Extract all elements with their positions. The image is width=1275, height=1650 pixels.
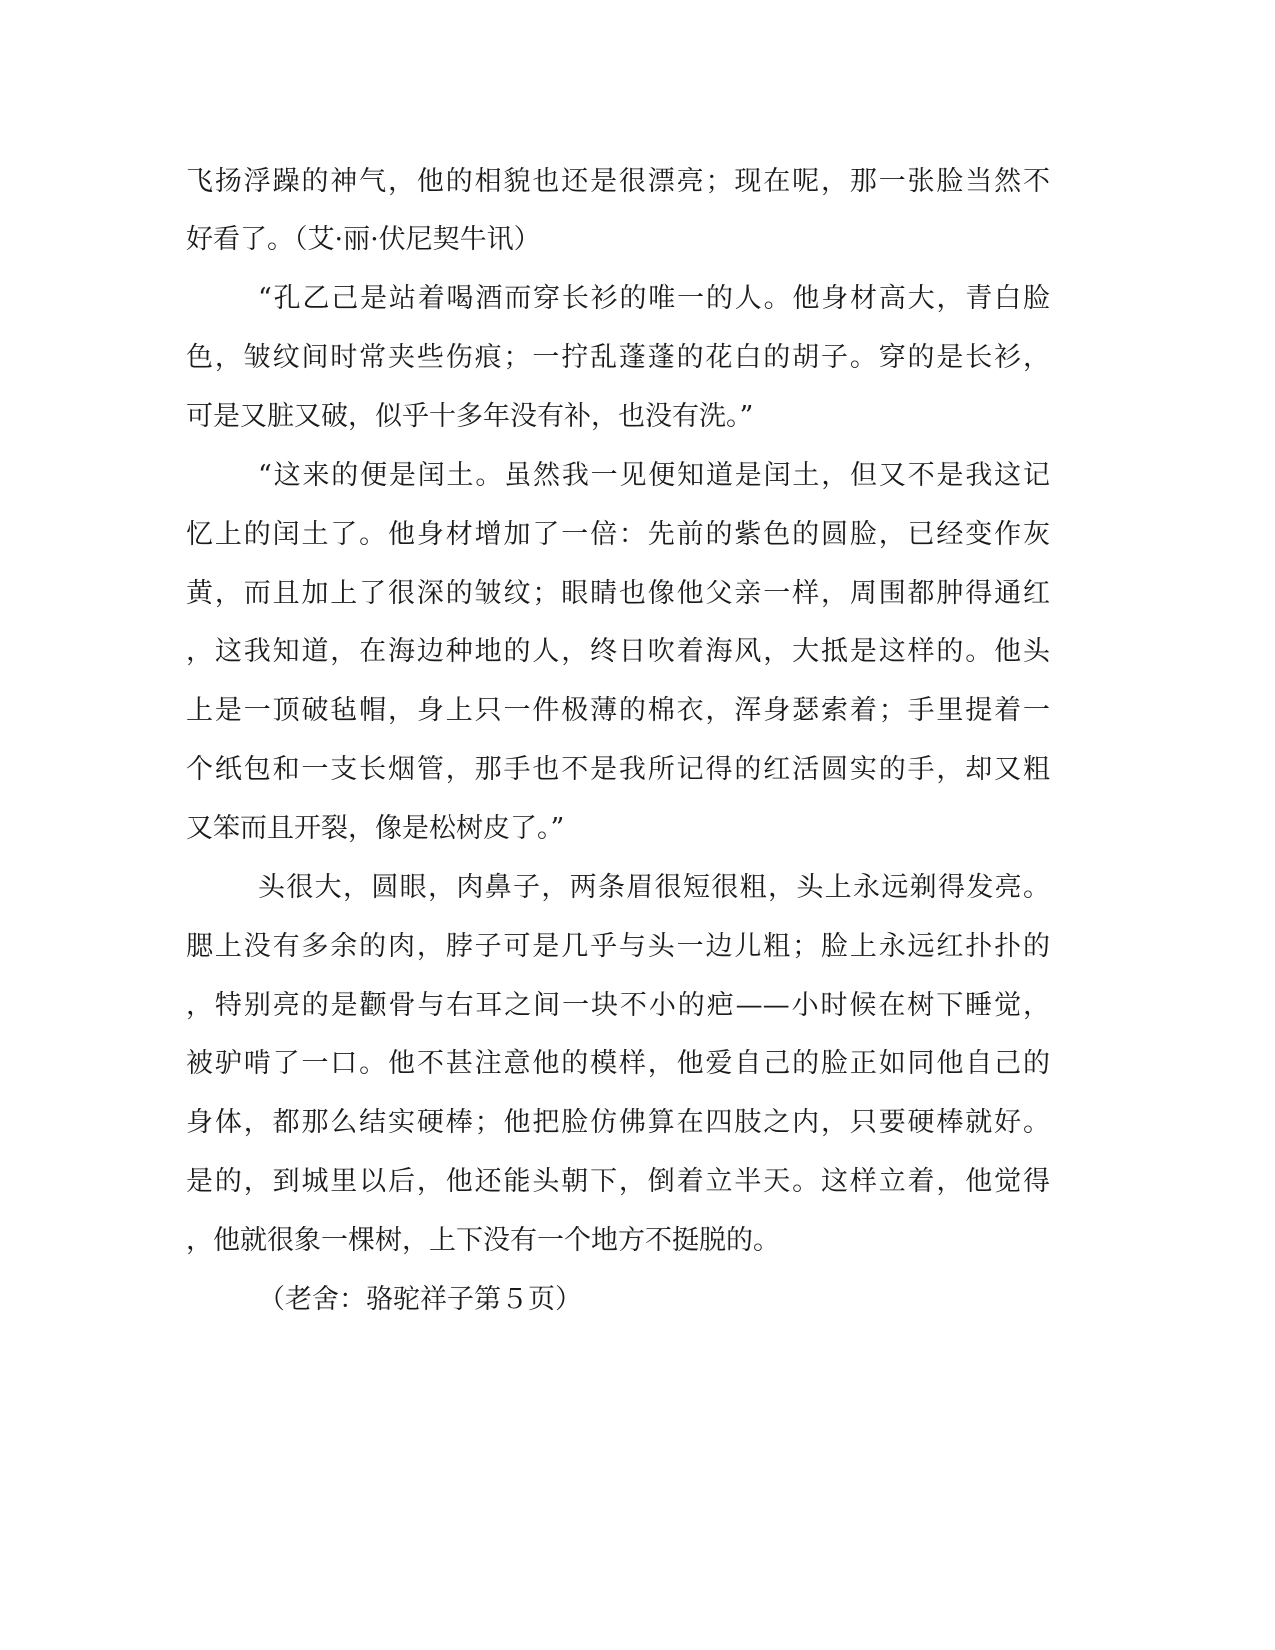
paragraph-3-line-2: 忆上的闰土了。他身材增加了一倍：先前的紫色的圆脸，已经变作灰 (186, 519, 1050, 550)
paragraph-2-line-2: 色，皱纹间时常夹些伤痕；一拧乱蓬蓬的花白的胡子。穿的是长衫， (186, 342, 1050, 373)
paragraph-3-line-5: 上是一顶破毡帽，身上只一件极薄的棉衣，浑身瑟索着；手里提着一 (186, 695, 1050, 726)
paragraph-3-line-7: 又笨而且开裂，像是松树皮了。” (186, 813, 565, 844)
paragraph-2-line-3: 可是又脏又破，似乎十多年没有补，也没有洗。” (186, 401, 754, 432)
paragraph-3-line-1: “这来的便是闰土。虽然我一见便知道是闰土，但又不是我这记 (258, 460, 1050, 491)
paragraph-4-line-1: 头很大，圆眼，肉鼻子，两条眉很短很粗，头上永远剃得发亮。 (258, 872, 1050, 903)
paragraph-4-line-2: 腮上没有多余的肉，脖子可是几乎与头一边儿粗；脸上永远红扑扑的 (186, 931, 1050, 962)
paragraph-4-line-4: 被驴啃了一口。他不甚注意他的模样，他爱自己的脸正如同他自己的 (186, 1048, 1050, 1079)
paragraph-3-line-6: 个纸包和一支长烟管，那手也不是我所记得的红活圆实的手，却又粗 (186, 754, 1050, 785)
paragraph-3-line-4: ，这我知道，在海边种地的人，终日吹着海风，大抵是这样的。他头 (186, 636, 1050, 667)
paragraph-3-line-3: 黄，而且加上了很深的皱纹；眼睛也像他父亲一样，周围都肿得通红 (186, 578, 1050, 609)
paragraph-4-line-3: ，特别亮的是颧骨与右耳之间一块不小的疤——小时候在树下睡觉， (186, 990, 1050, 1021)
paragraph-4-line-5: 身体，都那么结实硬棒；他把脸仿佛算在四肢之内，只要硬棒就好。 (186, 1107, 1050, 1138)
paragraph-4-line-6: 是的，到城里以后，他还能头朝下，倒着立半天。这样立着，他觉得 (186, 1166, 1050, 1197)
source-citation: （老舍：骆驼祥子第５页） (258, 1284, 582, 1315)
paragraph-1-line-2: 好看了。（艾·丽·伏尼契牛讯） (186, 224, 541, 255)
paragraph-2-line-1: “孔乙己是站着喝酒而穿长衫的唯一的人。他身材高大，青白脸 (258, 283, 1050, 314)
paragraph-4-line-7: ，他就很象一棵树，上下没有一个地方不挺脱的。 (186, 1225, 780, 1256)
paragraph-1-line-1: 飞扬浮躁的神气，他的相貌也还是很漂亮；现在呢，那一张脸当然不 (186, 166, 1050, 197)
